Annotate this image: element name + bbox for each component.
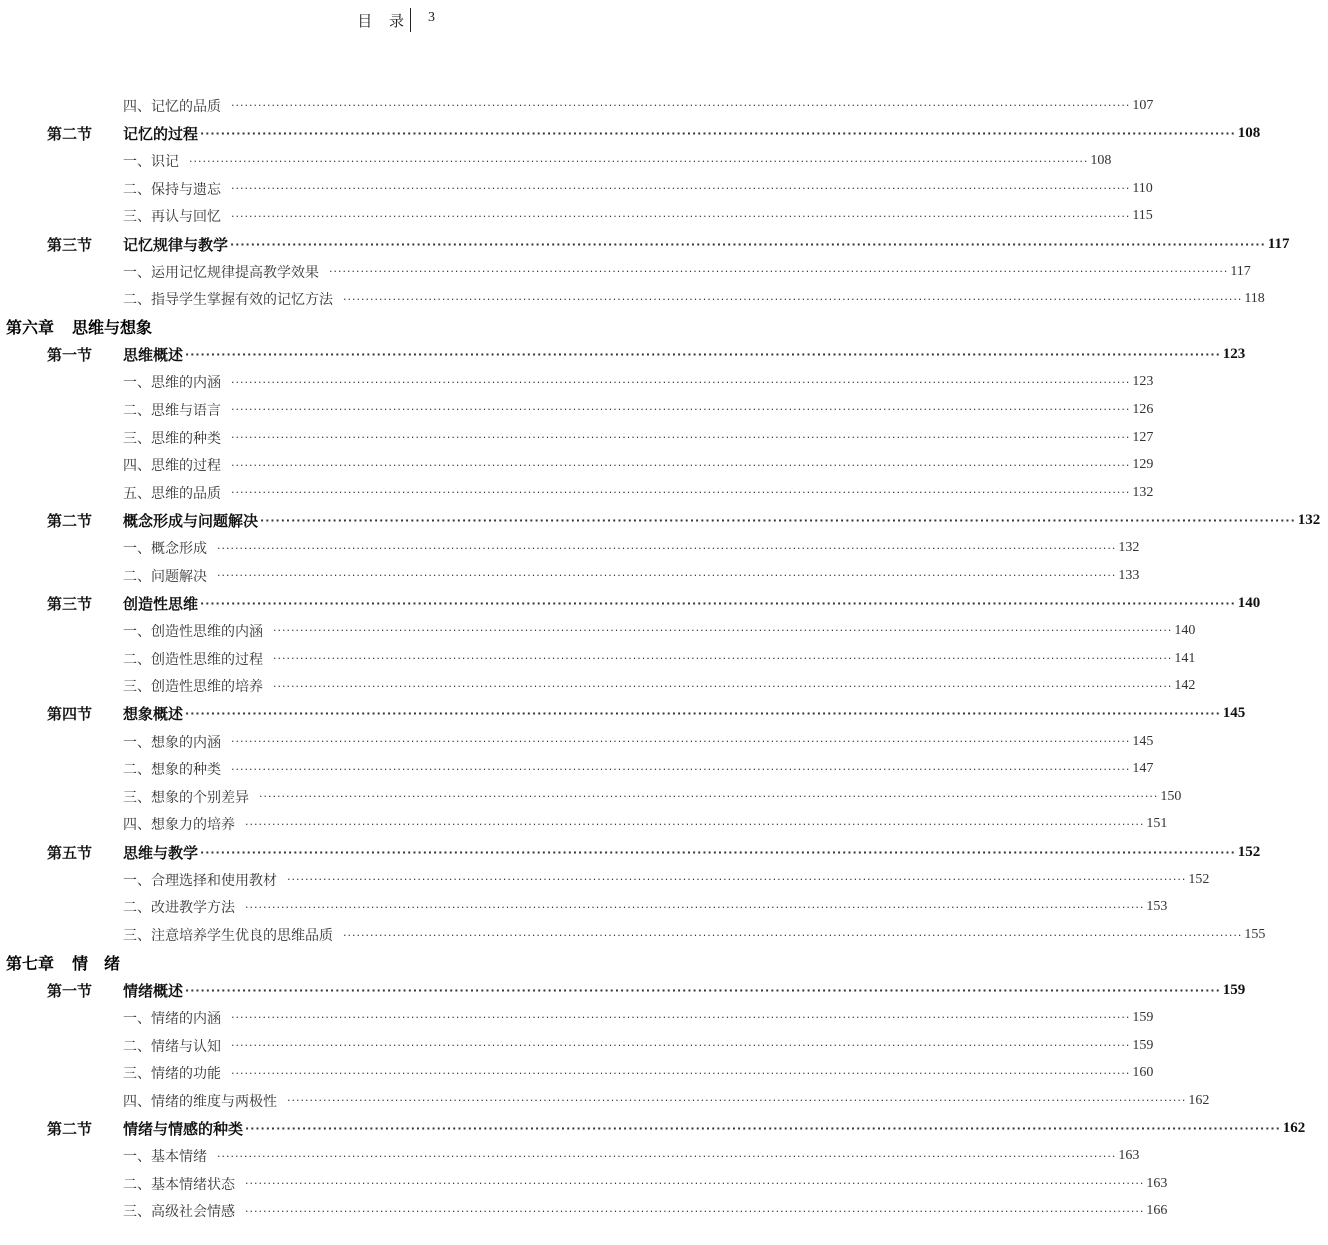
toc-item-row bbox=[0, 368, 1154, 396]
toc-item-row bbox=[0, 424, 1154, 452]
toc-chapter-row bbox=[0, 313, 750, 341]
dot-leader: ········································································································································································································ bbox=[231, 486, 1131, 500]
item-title: 一、思维的内涵 bbox=[123, 375, 221, 392]
page-number: 108 bbox=[1090, 153, 1112, 169]
section-title: 思维概述 bbox=[123, 346, 184, 365]
page-number: 150 bbox=[1160, 788, 1182, 804]
page-number: 127 bbox=[1132, 429, 1154, 445]
section-title: 情绪与情感的种类 bbox=[123, 1120, 244, 1139]
item-title: 三、注意培养学生优良的思维品质 bbox=[123, 928, 333, 945]
toc-item-row bbox=[0, 534, 1140, 562]
dot-leader: ········································································································································································································ bbox=[231, 431, 1131, 444]
page-number: 129 bbox=[1132, 457, 1154, 473]
dot-leader: ········································································································································································································ bbox=[200, 596, 1236, 610]
chapter-title: 情 绪 bbox=[72, 954, 121, 974]
page-number: 163 bbox=[1118, 1148, 1140, 1164]
toc-section-row bbox=[0, 838, 1261, 866]
toc-item-row bbox=[0, 1198, 1168, 1226]
toc-section-row bbox=[0, 977, 1246, 1005]
page-number: 107 bbox=[1132, 97, 1154, 113]
toc-item-row bbox=[0, 396, 1154, 424]
item-title: 二、情绪与认知 bbox=[123, 1038, 221, 1055]
item-title: 三、思维的种类 bbox=[123, 430, 221, 447]
toc-item-row bbox=[0, 175, 1153, 203]
dot-leader: ········································································································································································································ bbox=[200, 126, 1236, 140]
toc-item-row bbox=[0, 147, 1112, 175]
page-number: 132 bbox=[1132, 484, 1154, 500]
dot-leader: ········································································································································································································ bbox=[217, 569, 1117, 583]
section-title: 记忆的过程 bbox=[123, 124, 199, 143]
page-number: 159 bbox=[1132, 1009, 1154, 1025]
dot-leader: ········································································································································································································ bbox=[231, 99, 1131, 113]
dot-leader: ········································································································································································································ bbox=[329, 265, 1229, 279]
page-number: 152 bbox=[1237, 843, 1261, 860]
dot-leader: ········································································································································································································ bbox=[259, 790, 1159, 804]
page-number: 140 bbox=[1237, 594, 1261, 611]
item-title: 一、基本情绪 bbox=[123, 1149, 207, 1166]
toc-section-row bbox=[0, 120, 1261, 148]
item-title: 一、概念形成 bbox=[123, 541, 207, 558]
header-title: 目 录 bbox=[357, 12, 410, 30]
section-title: 记忆规律与教学 bbox=[123, 235, 229, 254]
section-label: 第一节 bbox=[47, 346, 93, 365]
toc-item-row bbox=[0, 258, 1251, 286]
dot-leader: ········································································································································································································ bbox=[287, 873, 1187, 887]
page-number: 132 bbox=[1118, 540, 1140, 556]
page-number: 166 bbox=[1146, 1203, 1168, 1219]
toc-item-row bbox=[0, 1032, 1154, 1060]
toc-item-row bbox=[0, 921, 1266, 949]
dot-leader: ········································································································································································································ bbox=[273, 624, 1173, 638]
toc-section-row bbox=[0, 590, 1261, 618]
page-number: 159 bbox=[1132, 1037, 1154, 1053]
dot-leader: ········································································································································································································ bbox=[343, 292, 1243, 306]
item-title: 一、运用记忆规律提高教学效果 bbox=[123, 264, 319, 281]
toc-item-row bbox=[0, 1142, 1140, 1170]
chapter-label: 第六章 bbox=[6, 318, 55, 338]
item-title: 五、思维的品质 bbox=[123, 485, 221, 502]
dot-leader: ········································································································································································································ bbox=[217, 541, 1117, 555]
page-number: 133 bbox=[1118, 567, 1140, 583]
dot-leader: ········································································································································································································ bbox=[287, 1094, 1187, 1108]
page-number: 118 bbox=[1244, 291, 1265, 307]
dot-leader: ········································································································································································································ bbox=[231, 1039, 1131, 1053]
item-title: 三、情绪的功能 bbox=[123, 1066, 221, 1083]
section-title: 概念形成与问题解决 bbox=[123, 511, 259, 530]
toc-item-row bbox=[0, 755, 1154, 783]
item-title: 一、想象的内涵 bbox=[123, 734, 221, 751]
toc-item-row bbox=[0, 285, 1265, 313]
dot-leader: ········································································································································································································ bbox=[273, 652, 1173, 666]
section-title: 想象概述 bbox=[123, 705, 184, 724]
header-separator bbox=[410, 8, 411, 32]
section-label: 第二节 bbox=[47, 1120, 93, 1139]
dot-leader: ········································································································································································································ bbox=[231, 1066, 1131, 1080]
dot-leader: ········································································································································································································ bbox=[185, 348, 1221, 362]
page-number: 162 bbox=[1282, 1120, 1306, 1137]
item-title: 三、再认与回忆 bbox=[123, 209, 221, 226]
dot-leader: ········································································································································································································ bbox=[231, 375, 1131, 389]
dot-leader: ········································································································································································································ bbox=[245, 900, 1145, 914]
section-label: 第四节 bbox=[47, 705, 93, 724]
section-label: 第二节 bbox=[47, 511, 93, 530]
item-title: 三、高级社会情感 bbox=[123, 1204, 235, 1221]
item-title: 二、基本情绪状态 bbox=[123, 1176, 235, 1193]
toc-item-row bbox=[0, 783, 1182, 811]
toc-item-row bbox=[0, 479, 1154, 507]
item-title: 二、指导学生掌握有效的记忆方法 bbox=[123, 292, 333, 309]
item-title: 二、保持与遗忘 bbox=[123, 181, 221, 198]
section-label: 第三节 bbox=[47, 594, 93, 613]
running-header bbox=[0, 8, 750, 34]
section-label: 第三节 bbox=[47, 235, 93, 254]
chapter-title: 思维与想象 bbox=[72, 318, 153, 338]
dot-leader: ········································································································································································································ bbox=[245, 1204, 1145, 1218]
dot-leader: ········································································································································································································ bbox=[200, 845, 1236, 859]
dot-leader: ········································································································································································································ bbox=[231, 458, 1131, 472]
section-title: 思维与教学 bbox=[123, 843, 199, 862]
toc-item-row bbox=[0, 1004, 1154, 1032]
item-title: 二、问题解决 bbox=[123, 568, 207, 585]
item-title: 一、情绪的内涵 bbox=[123, 1010, 221, 1027]
page-number: 108 bbox=[1237, 124, 1261, 141]
toc-item-row bbox=[0, 451, 1154, 479]
toc-item-row bbox=[0, 1087, 1210, 1115]
toc-item-row bbox=[0, 617, 1196, 645]
toc-item-row bbox=[0, 92, 1154, 120]
item-title: 一、合理选择和使用教材 bbox=[123, 872, 277, 889]
item-title: 一、创造性思维的内涵 bbox=[123, 623, 263, 640]
page-number: 155 bbox=[1244, 927, 1266, 943]
toc-section-row bbox=[0, 1115, 1306, 1143]
toc-item-row bbox=[0, 811, 1168, 839]
section-label: 第五节 bbox=[47, 843, 93, 862]
page-number: 163 bbox=[1146, 1175, 1168, 1191]
page-number: 151 bbox=[1146, 816, 1168, 832]
toc-item-row bbox=[0, 672, 1196, 700]
toc-section-row bbox=[0, 700, 1246, 728]
section-label: 第一节 bbox=[47, 981, 93, 1000]
item-title: 二、思维与语言 bbox=[123, 402, 221, 419]
item-title: 四、记忆的品质 bbox=[123, 98, 221, 115]
toc-item-row bbox=[0, 562, 1140, 590]
page-number: 115 bbox=[1132, 208, 1153, 224]
toc-item-row bbox=[0, 1170, 1168, 1198]
dot-leader: ········································································································································································································ bbox=[231, 182, 1131, 196]
page-number: 141 bbox=[1174, 650, 1196, 666]
dot-leader: ········································································································································································································ bbox=[185, 707, 1221, 721]
toc-item-row bbox=[0, 894, 1168, 922]
page-number: 123 bbox=[1222, 346, 1246, 363]
page-number: 147 bbox=[1132, 761, 1154, 777]
toc-section-row bbox=[0, 230, 1290, 258]
dot-leader: ········································································································································································································ bbox=[217, 1149, 1117, 1163]
dot-leader: ········································································································································································································ bbox=[231, 762, 1131, 776]
item-title: 三、创造性思维的培养 bbox=[123, 679, 263, 696]
dot-leader: ········································································································································································································ bbox=[245, 817, 1145, 831]
section-label: 第二节 bbox=[47, 124, 93, 143]
page-number: 160 bbox=[1132, 1065, 1154, 1081]
dot-leader: ········································································································································································································ bbox=[245, 1122, 1281, 1136]
dot-leader: ········································································································································································································ bbox=[230, 237, 1266, 251]
item-title: 三、想象的个别差异 bbox=[123, 789, 249, 806]
page-number: 153 bbox=[1146, 899, 1168, 915]
page-number: 132 bbox=[1297, 511, 1321, 528]
page-number: 117 bbox=[1230, 263, 1251, 279]
item-title: 二、改进教学方法 bbox=[123, 900, 235, 917]
dot-leader: ········································································································································································································ bbox=[245, 1177, 1145, 1191]
dot-leader: ········································································································································································································ bbox=[189, 154, 1089, 168]
page-number: 126 bbox=[1132, 401, 1154, 417]
page-number: 110 bbox=[1132, 180, 1153, 196]
page-number: 140 bbox=[1174, 622, 1196, 638]
toc-item-row bbox=[0, 728, 1154, 756]
header-page-number: 3 bbox=[428, 10, 435, 25]
page-number: 142 bbox=[1174, 678, 1196, 694]
toc-item-row bbox=[0, 1059, 1154, 1087]
toc-section-row bbox=[0, 341, 1246, 369]
toc-item-row bbox=[0, 866, 1210, 894]
page-number: 123 bbox=[1132, 374, 1154, 390]
toc-item-row bbox=[0, 203, 1153, 231]
dot-leader: ········································································································································································································ bbox=[260, 513, 1296, 527]
dot-leader: ········································································································································································································ bbox=[231, 735, 1131, 749]
toc-item-row bbox=[0, 645, 1196, 673]
dot-leader: ········································································································································································································ bbox=[185, 983, 1221, 997]
page-number: 145 bbox=[1132, 733, 1154, 749]
page-number: 145 bbox=[1222, 705, 1246, 722]
dot-leader: ········································································································································································································ bbox=[231, 1011, 1131, 1025]
chapter-label: 第七章 bbox=[6, 954, 55, 974]
toc-chapter-row bbox=[0, 949, 750, 977]
table-of-contents bbox=[0, 92, 1321, 1225]
section-title: 创造性思维 bbox=[123, 594, 199, 613]
page-number: 162 bbox=[1188, 1092, 1210, 1108]
section-title: 情绪概述 bbox=[123, 981, 184, 1000]
page-number: 117 bbox=[1267, 235, 1290, 252]
dot-leader: ········································································································································································································ bbox=[343, 928, 1243, 942]
item-title: 一、识记 bbox=[123, 154, 179, 171]
toc-section-row bbox=[0, 507, 1321, 535]
item-title: 二、想象的种类 bbox=[123, 762, 221, 779]
dot-leader: ········································································································································································································ bbox=[273, 679, 1173, 693]
item-title: 四、情绪的维度与两极性 bbox=[123, 1093, 277, 1110]
dot-leader: ········································································································································································································ bbox=[231, 403, 1131, 417]
item-title: 四、想象力的培养 bbox=[123, 817, 235, 834]
item-title: 四、思维的过程 bbox=[123, 458, 221, 475]
page-number: 152 bbox=[1188, 871, 1210, 887]
item-title: 二、创造性思维的过程 bbox=[123, 651, 263, 668]
page-number: 159 bbox=[1222, 981, 1246, 998]
dot-leader: ········································································································································································································ bbox=[231, 209, 1131, 223]
